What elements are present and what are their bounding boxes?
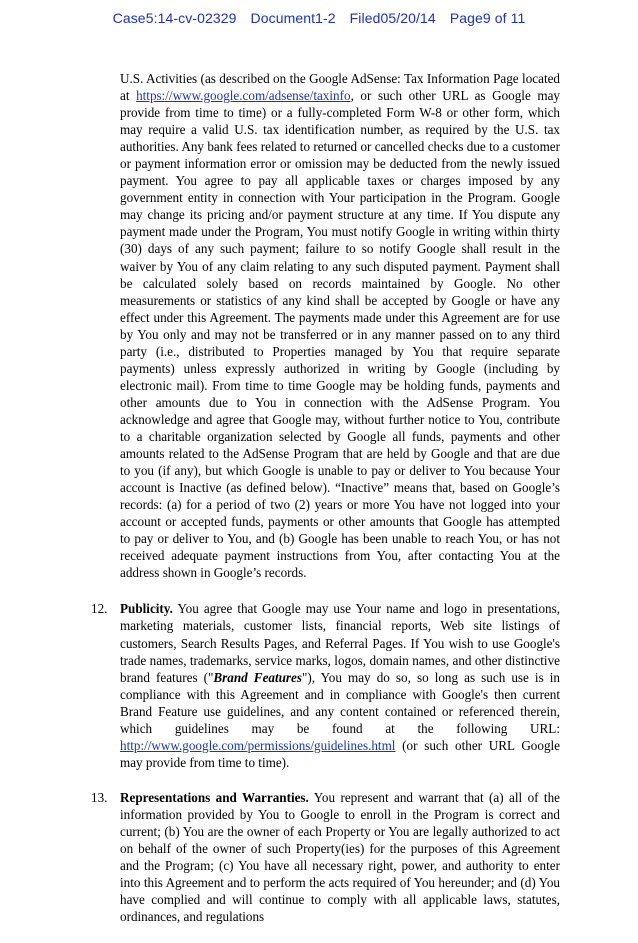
- paragraph-text: (or such other URL Google may provide from time to time).: [120, 737, 560, 770]
- filed-date: Filed05/20/14: [349, 10, 436, 26]
- section-13-representations: [91, 789, 560, 925]
- section-heading: Publicity.: [120, 601, 173, 617]
- taxinfo-link[interactable]: https://www.google.com/adsense/taxinfo: [136, 88, 351, 104]
- defined-term: Brand Features: [213, 669, 302, 685]
- paragraph-text: You agree that Google may use Your name and logo in presentations, marketing materials, customer lists, financial reports, Web site listings of customers, Search Results Pages, and Referral Pages. If You wish to use Google's trade names, trademarks, service marks, logos, domain names, and other distinctive brand features (": [120, 601, 560, 685]
- guidelines-link[interactable]: http://www.google.com/permissions/guidelines.html: [120, 737, 396, 753]
- paragraph-text: "), You may do so, so long as such use is in compliance with this Agreement and in compliance with Google's then current Brand Feature use guidelines, and any content contained or referenced therein, which guidelines may be found at the following URL:: [120, 669, 560, 736]
- paragraph-text: You represent and warrant that (a) all of the information provided by You to Google to enroll in the Program is correct and current; (b) You are the owner of each Property or You are legally authorized to act on behalf of the owner of such Property(ies) for the purposes of this Agreement and the Program; (c) You have all necessary right, power, and authority to enter into this Agreement and to perform the acts required of You hereunder; and (d) You have complied and will continue to comply with all applicable laws, statutes, ordinances, and regulations: [120, 789, 560, 925]
- section-number: 13.: [91, 789, 108, 805]
- continued-paragraph: [120, 70, 560, 581]
- page-header: [0, 10, 638, 26]
- document-body: [0, 70, 638, 943]
- document-number: Document1-2: [250, 10, 336, 26]
- paragraph-text: U.S. Activities (as described on the Google AdSense: Tax Information Page located at: [120, 71, 560, 104]
- page-number: Page9 of 11: [449, 10, 526, 26]
- section-number: 12.: [91, 601, 108, 617]
- section-12-publicity: [91, 600, 560, 770]
- case-number: Case5:14-cv-02329: [112, 10, 237, 26]
- section-heading: Representations and Warranties.: [120, 789, 309, 805]
- paragraph-text: , or such other URL as Google may provide from time to time) or a fully-completed Form W-8 or other form, which may require a valid U.S. tax identification number, as required by the U.S. tax authorities. Any bank fees related to returned or cancelled checks due to a customer or payment information error or omission may be deducted from the newly issued payment. You agree to pay all applicable taxes or charges imposed by any government entity in connection with Your participation in the Program. Google may change its pricing and/or payment structure at any time. If You dispute any payment made under the Program, You must notify Google in writing within thirty (30) days of any such payment; failure to so notify Google shall result in the waiver by You of any claim relating to any such disputed payment. Payment shall be calculated solely based on records maintained by Google. No other measurements or statistics of any kind shall be accepted by Google or have any effect under this Agreement. The payments made under this Agreement are for use by You only and may not be transferred or in any manner passed on to any third party (i.e., distributed to Properties managed by You that require separate payments) unless expressly authorized in writing by Google (including by electronic mail). From time to time Google may be holding funds, payments and other amounts due to You in connection with the AdSense Program. You acknowledge and agree that Google may, without further notice to You, contribute to a charitable organization selected by Google all funds, payments and other amounts related to the AdSense Program that are held by Google and that are due to you (if any), but which Google is unable to pay or deliver to You because Your account is Inactive (as defined below). “Inactive” means that, based on Google’s records: (a) for a period of two (2) years or more You have not logged into your account or accepted funds, payments or other amounts that Google has attempted to pay or deliver to You, and (b) Google has been unable to reach You, or has not received adequate payment instructions from You, after contacting You at the address shown in Google’s records.: [120, 88, 560, 581]
